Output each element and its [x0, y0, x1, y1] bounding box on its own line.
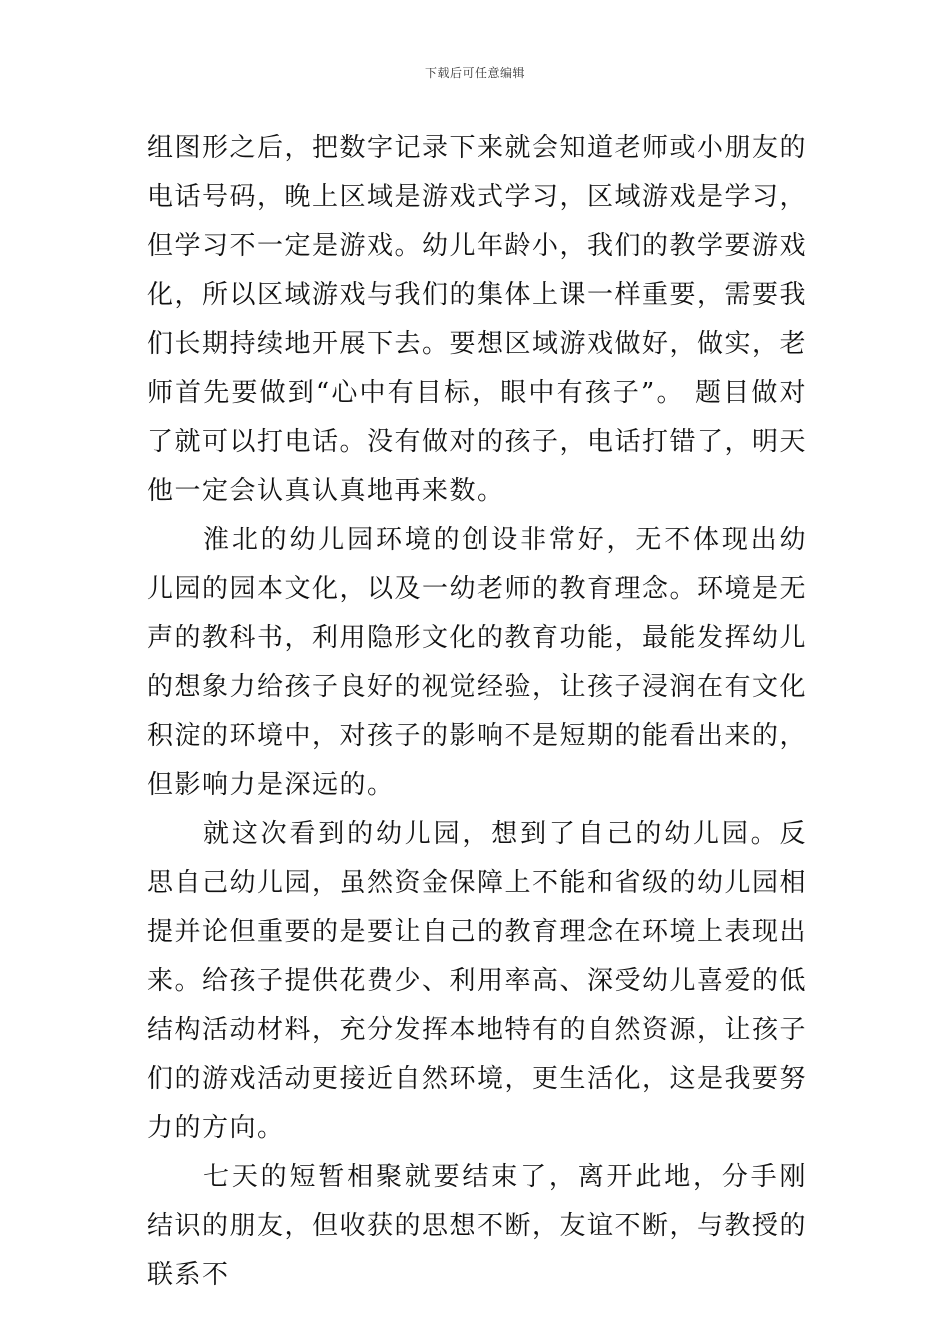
paragraph-3: 就这次看到的幼儿园，想到了自己的幼儿园。反思自己幼儿园，虽然资金保障上不能和省级的幼儿园相提并论但重要的是要让自己的教育理念在环境上表现出来。给孩子提供花费少、利用率高、深受幼儿喜爱的低结构活动材料，充分发挥本地特有的自然资源，让孩子们的游戏活动更接近自然环境，更生活化，这是我要努力的方向。 [147, 819, 808, 1143]
paragraph-4: 七天的短暂相聚就要结束了，离开此地，分手刚结识的朋友，但收获的思想不断，友谊不断，与教授的联系不 [147, 1162, 808, 1290]
paragraph-1: 组图形之后，把数字记录下来就会知道老师或小朋友的电话号码，晚上区域是游戏式学习，区域游戏是学习，但学习不一定是游戏。幼儿年龄小，我们的教学要游戏化，所以区域游戏与我们的集体上课一样重要，需要我们长期持续地开展下去。要想区域游戏做好，做实，老师首先要做到“心中有目标，眼中有孩子”。 题目做对了就可以打电话。没有做对的孩子，电话打错了，明天他一定会认真认真地再来数。 [147, 133, 808, 506]
paragraph-2: 淮北的幼儿园环境的创设非常好，无不体现出幼儿园的园本文化，以及一幼老师的教育理念。环境是无声的教科书，利用隐形文化的教育功能，最能发挥幼儿的想象力给孩子良好的视觉经验，让孩子浸润在有文化积淀的环境中，对孩子的影响不是短期的能看出来的，但影响力是深远的。 [147, 525, 808, 800]
document-body [147, 124, 807, 1300]
page-header: 下载后可任意编辑 [424, 66, 525, 80]
